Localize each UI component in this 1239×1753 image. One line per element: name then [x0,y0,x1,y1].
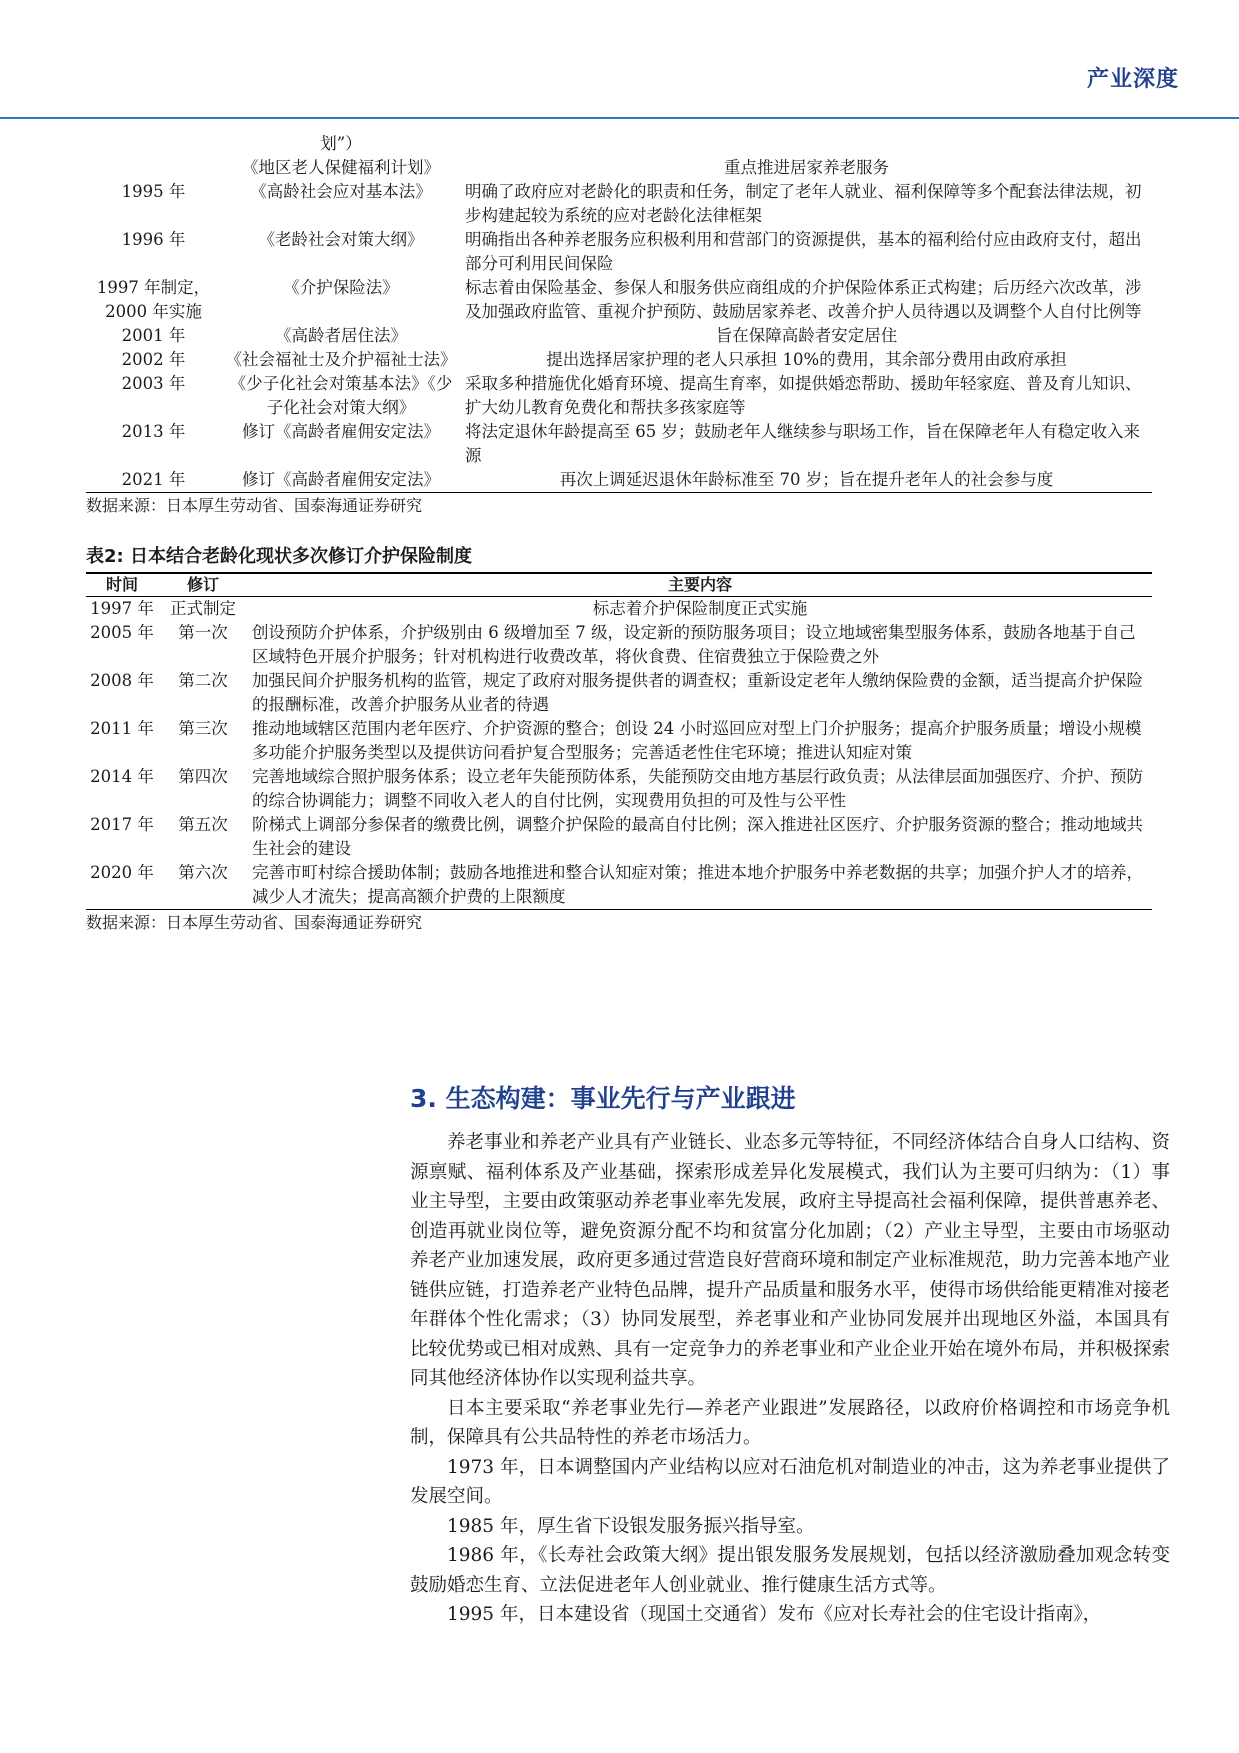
table-row [86,228,1152,276]
row-year: 2013 年 [121,422,186,441]
body-paragraph: 1986 年，《长寿社会政策大纲》提出银发服务发展规划，包括以经济激励叠加观念转变鼓励婚恋生育、立法促进老年人创业就业、推行健康生活方式等。 [410,1545,1170,1596]
row-description: 明确指出各种养老服务应积极利用和营部门的资源提供，基本的福利给付应由政府支付，超出部分可利用民间保险 [465,230,1142,273]
row-description: 旨在保障高龄者安定居住 [715,326,898,345]
row-revision: 第四次 [178,767,228,786]
section-heading: 3. 生态构建：事业先行与产业跟进 [410,1084,796,1113]
table-row [86,276,1152,324]
table-row [86,372,1152,420]
row-year [86,156,221,180]
row-revision: 第三次 [178,719,228,738]
table-row [86,861,1152,910]
table-row [86,813,1152,861]
row-law: 《地区老人保健福利计划》 [242,158,440,177]
row-revision: 第六次 [178,863,228,882]
row-description: 提出选择居家护理的老人只承担 10%的费用，其余部分费用由政府承担 [546,350,1067,369]
row-year: 2014 年 [90,767,154,786]
row-description: 标志着由保险基金、参保人和服务供应商组成的介护保险体系正式构建；后历经六次改革，涉及加强政府监管、重视介护预防、鼓励居家养老、改善介护人员待遇以及调整个人自付比例等 [465,278,1142,321]
row-law: 《老龄社会对策大纲》 [258,230,424,249]
row-year [86,132,221,156]
body-paragraph: 1973 年，日本调整国内产业结构以应对石油危机对制造业的冲击，这为养老事业提供了发展空间。 [410,1456,1170,1507]
row-content: 标志着介护保险制度正式实施 [592,599,808,618]
table-row [86,765,1152,813]
row-year: 2008 年 [90,671,154,690]
report-category-title: 产业深度 [1086,67,1179,92]
row-revision: 第一次 [178,623,228,642]
table2-header-content: 主要内容 [248,574,1152,597]
body-paragraph: 1995 年，日本建设省（现国土交通省）发布《应对长寿社会的住宅设计指南》， [447,1604,1102,1625]
table2-source: 数据来源：日本厚生劳动省、国泰海通证券研究 [86,913,423,932]
table2-header-revision: 修订 [158,574,248,597]
row-description: 采取多种措施优化婚育环境、提高生育率，如提供婚恋帮助、援助年轻家庭、普及育儿知识、扩大幼儿教育免费化和帮扶多孩家庭等 [465,374,1142,417]
table1-source: 数据来源：日本厚生劳动省、国泰海通证券研究 [86,496,423,515]
row-law: 《介护保险法》 [283,278,399,297]
row-content: 创设预防介护体系，介护级别由 6 级增加至 7 级，设定新的预防服务项目；设立地域密集型服务体系，鼓励各地基于自己区域特色开展介护服务；针对机构进行收费改革，将伙食费、住宿费独立于保险费之外 [252,623,1136,666]
row-year: 2021 年 [121,470,186,489]
row-year: 2001 年 [121,326,186,345]
row-year: 2011 年 [90,719,154,738]
policy-table [86,132,1152,493]
content [86,132,1152,935]
table-row [86,468,1152,493]
row-year: 2003 年 [121,374,186,393]
table-row [86,324,1152,348]
row-law: 《高龄者居住法》 [275,326,407,345]
row-revision: 正式制定 [170,599,236,618]
table2-caption: 表2: 日本结合老龄化现状多次修订介护保险制度 [86,544,1152,574]
ltci-revision-table [86,574,1152,910]
row-description: 将法定退休年龄提高至 65 岁；鼓励老年人继续参与职场工作，旨在保障老年人有稳定收入来源 [465,422,1140,465]
table2-header-time: 时间 [86,574,158,597]
row-law: 《少子化社会对策基本法》《少子化社会对策大纲》 [229,374,453,417]
row-revision: 第二次 [178,671,228,690]
row-content: 加强民间介护服务机构的监管，规定了政府对服务提供者的调查权；重新设定老年人缴纳保险费的金额，适当提高介护保险的报酬标准，改善介护服务从业者的待遇 [252,671,1143,714]
row-year: 1996 年 [121,230,186,249]
table-row [86,621,1152,669]
row-year: 1995 年 [121,182,186,201]
row-law: 修订《高龄者雇佣安定法》 [242,422,440,441]
row-year: 1997 年 [90,599,154,618]
body-paragraph: 日本主要采取“养老事业先行—养老产业跟进”发展路径，以政府价格调控和市场竞争机制，保障具有公共品特性的养老市场活力。 [410,1397,1170,1448]
row-year: 2005 年 [90,623,154,642]
table-row [86,132,1152,156]
table-row [86,156,1152,180]
table-row [86,597,1152,622]
row-law: 《高龄社会应对基本法》 [250,182,432,201]
row-year: 2002 年 [121,350,186,369]
row-content: 完善市町村综合援助体制；鼓励各地推进和整合认知症对策；推进本地介护服务中养老数据的共享；加强介护人才的培养，减少人才流失；提高高额介护费的上限额度 [252,863,1143,906]
row-year: 1997 年制定，2000 年实施 [96,278,211,321]
row-revision: 第五次 [178,815,228,834]
table-row [86,180,1152,228]
body-paragraph: 养老事业和养老产业具有产业链长、业态多元等特征，不同经济体结合自身人口结构、资源禀赋、福利体系及产业基础，探索形成差异化发展模式，我们认为主要可归纳为：（1）事业主导型，主要由政策驱动养老事业率先发展，政府主导提高社会福利保障，提供普惠养老、创造再就业岗位等，避免资源分配不均和贫富分化加剧；（2）产业主导型，主要由市场驱动养老产业加速发展，政府更多通过营造良好营商环境和制定产业标准规范，助力完善本地产业链供应链，打造养老产业特色品牌，提升产品质量和服务水平，使得市场供给能更精准对接老年群体个性化需求；（3）协同发展型，养老事业和产业协同发展并出现地区外溢，本国具有比较优势或已相对成熟、具有一定竞争力的养老事业和产业企业开始在境外布局，并积极探索同其他经济体协作以实现利益共享。 [410,1132,1170,1389]
row-law: 划”） [320,134,362,153]
row-law: 修订《高龄者雇佣安定法》 [242,470,440,489]
table-row [86,669,1152,717]
section-3 [410,1082,1170,1630]
row-description: 重点推进居家养老服务 [724,158,889,177]
row-content: 阶梯式上调部分参保者的缴费比例，调整介护保险的最高自付比例；深入推进社区医疗、介护服务资源的整合；推动地域共生社会的建设 [252,815,1143,858]
body-paragraph: 1985 年，厚生省下设银发服务振兴指导室。 [447,1515,815,1537]
section-body [410,1128,1170,1630]
row-year: 2020 年 [90,863,154,882]
row-description: 再次上调延迟退休年龄标准至 70 岁；旨在提升老年人的社会参与度 [559,470,1054,489]
table-row [86,420,1152,468]
header-divider [0,117,1239,119]
row-content: 完善地域综合照护服务体系；设立老年失能预防体系，失能预防交由地方基层行政负责；从法律层面加强医疗、介护、预防的综合协调能力；调整不同收入老人的自付比例，实现费用负担的可及性与公平性 [252,767,1143,810]
row-content: 推动地域辖区范围内老年医疗、介护资源的整合；创设 24 小时巡回应对型上门介护服务；提高介护服务质量；增设小规模多功能介护服务类型以及提供访问看护复合型服务；完善适老性住宅环境；推进认知症对策 [252,719,1142,762]
table-row [86,717,1152,765]
row-description [461,132,1152,156]
row-year: 2017 年 [90,815,154,834]
row-description: 明确了政府应对老龄化的职责和任务，制定了老年人就业、福利保障等多个配套法律法规，初步构建起较为系统的应对老龄化法律框架 [465,182,1142,225]
row-law: 《社会福祉士及介护福祉士法》 [225,350,457,369]
table-row [86,348,1152,372]
